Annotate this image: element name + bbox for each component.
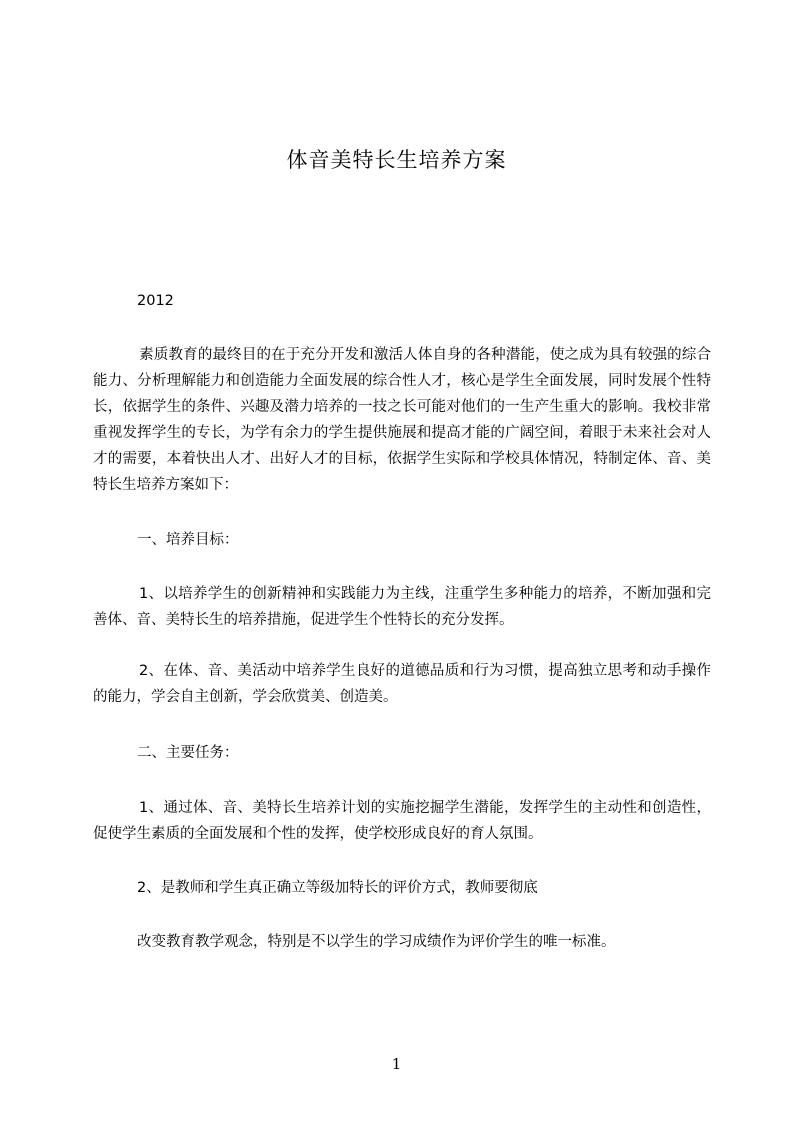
section1-heading: 一、培养目标： xyxy=(137,532,239,548)
section1-item1 xyxy=(93,581,711,633)
section2-item1-text: 1、通过体、音、美特长生培养计划的实施挖掘学生潜能，发挥学生的主动性和创造性，促使学生素质的全面发展和个性的发挥，使学校形成良好的育人氛围。 xyxy=(93,800,711,842)
section2-heading: 二、主要任务： xyxy=(137,745,239,761)
intro-paragraph xyxy=(93,342,711,498)
document-year: 2012 xyxy=(137,293,174,309)
section2-item2-line2: 改变教育教学观念，特别是不以学生的学习成绩作为评价学生的唯一标准。 xyxy=(137,934,616,950)
intro-text: 素质教育的最终目的在于充分开发和激活人体自身的各种潜能，使之成为具有较强的综合能力、分析理解能力和创造能力全面发展的综合性人才，核心是学生全面发展，同时发展个性特长，依据学生的条件、兴趣及潜力培养的一技之长可能对他们的一生产生重大的影响。我校非常重视发挥学生的专长，为学有余力的学生提供施展和提高才能的广阔空间，着眼于未来社会对人才的需要，本着快出人才、出好人才的目标，依据学生实际和学校具体情况，特制定体、音、美特长生培养方案如下： xyxy=(93,347,711,493)
section2-item1 xyxy=(93,795,711,847)
section1-item2 xyxy=(93,658,711,710)
section1-item1-text: 1、以培养学生的创新精神和实践能力为主线，注重学生多种能力的培养，不断加强和完善体、音、美特长生的培养措施，促进学生个性特长的充分发挥。 xyxy=(93,586,711,628)
page-number: 1 xyxy=(391,1055,402,1073)
section2-item2-line1: 2、是教师和学生真正确立等级加特长的评价方式，教师要彻底 xyxy=(137,880,538,896)
section1-item2-text: 2、在体、音、美活动中培养学生良好的道德品质和行为习惯，提高独立思考和动手操作的能力，学会自主创新，学会欣赏美、创造美。 xyxy=(93,663,711,705)
document-title: 体音美特长生培养方案 xyxy=(286,148,507,172)
